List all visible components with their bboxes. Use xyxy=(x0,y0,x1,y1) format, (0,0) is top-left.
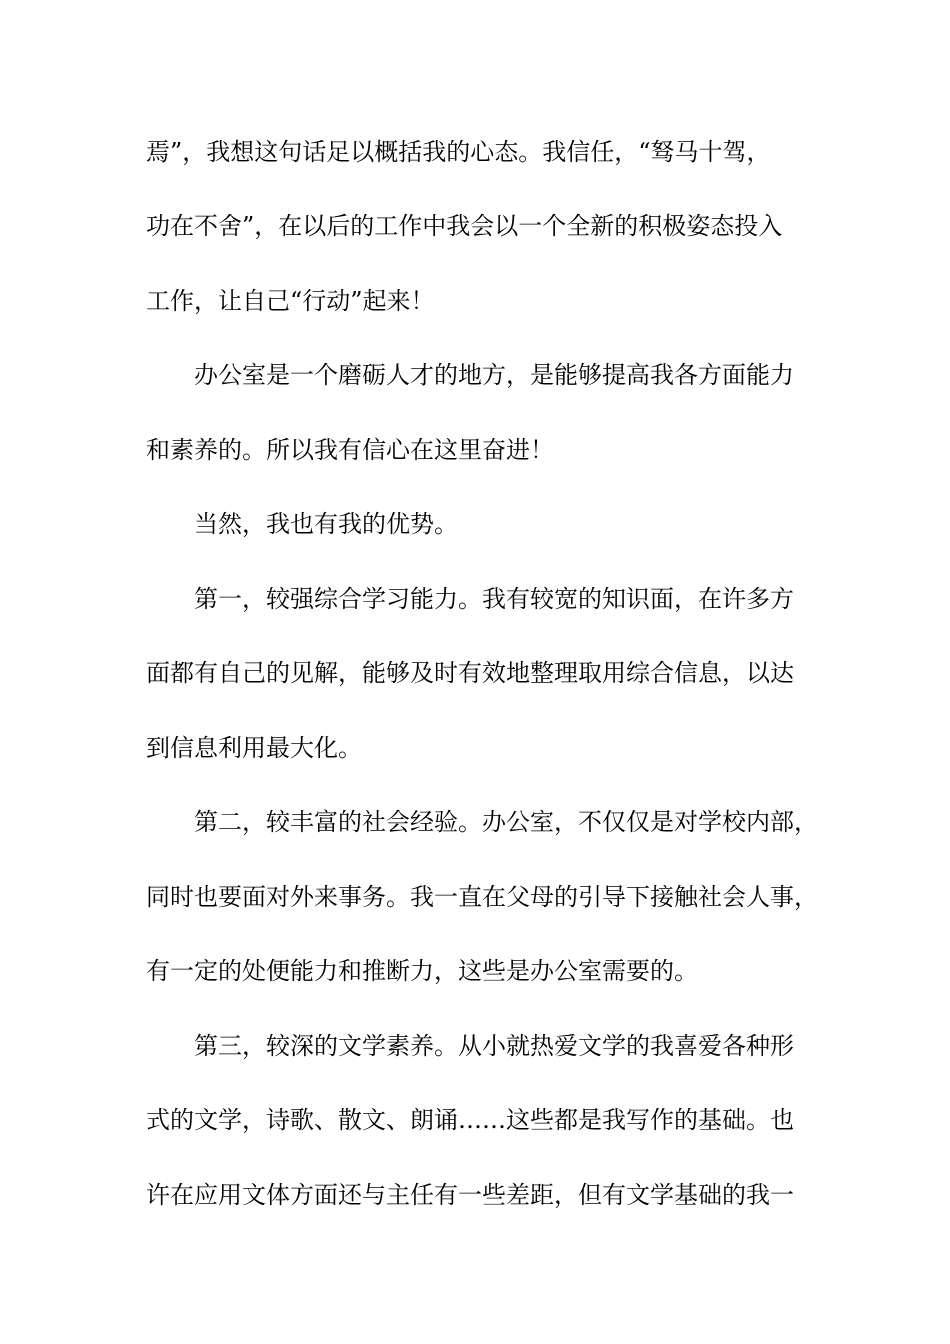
text-line: 许在应用文体方面还与主任有一些差距，但有文学基础的我一 xyxy=(146,1181,794,1209)
paragraph-start-line: 第二，较丰富的社会经验。办公室，不仅仅是对学校内部， xyxy=(194,808,818,836)
text-line: 式的文学，诗歌、散文、朗诵……这些都是我写作的基础。也 xyxy=(146,1106,794,1134)
text-line: 有一定的处便能力和推断力，这些是办公室需要的。 xyxy=(146,957,698,985)
paragraph-start-line: 当然，我也有我的优势。 xyxy=(194,510,458,538)
text-line: 焉”，我想这句话足以概括我的心态。我信任，“驽马十驾， xyxy=(146,138,771,166)
paragraph-start-line: 办公室是一个磨砺人才的地方，是能够提高我各方面能力 xyxy=(194,361,794,389)
text-line: 到信息利用最大化。 xyxy=(146,734,362,762)
text-line: 和素养的。所以我有信心在这里奋进！ xyxy=(146,436,554,464)
text-line: 同时也要面对外来事务。我一直在父母的引导下接触社会人事， xyxy=(146,883,818,911)
paragraph-start-line: 第三，较深的文学素养。从小就热爱文学的我喜爱各种形 xyxy=(194,1032,794,1060)
text-line: 工作，让自己“行动”起来！ xyxy=(146,287,435,315)
paragraph-start-line: 第一，较强综合学习能力。我有较宽的知识面，在许多方 xyxy=(194,585,794,613)
text-line: 面都有自己的见解，能够及时有效地整理取用综合信息，以达 xyxy=(146,659,794,687)
text-line: 功在不舍”，在以后的工作中我会以一个全新的积极姿态投入 xyxy=(146,212,783,240)
